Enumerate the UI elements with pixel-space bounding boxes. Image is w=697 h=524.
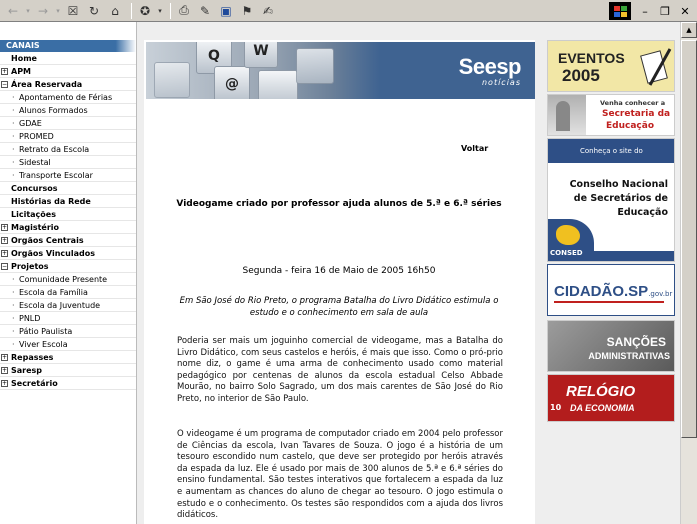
sidebar-item[interactable] (0, 156, 136, 169)
sidebar-item[interactable] (0, 117, 136, 130)
vertical-scrollbar[interactable] (680, 22, 697, 524)
bullet-icon: · (12, 326, 15, 336)
main-content (137, 22, 542, 524)
sidebar-item[interactable] (0, 104, 136, 117)
right-banners (542, 22, 697, 524)
sidebar-item[interactable] (0, 351, 136, 364)
expand-icon: + (2, 67, 8, 75)
sidebar-item[interactable] (0, 247, 136, 260)
sidebar-item-label: Retrato da Escola (19, 144, 90, 154)
bullet-icon: · (12, 157, 15, 167)
sidebar-item[interactable] (0, 312, 136, 325)
eventos-year: 2005 (562, 66, 600, 85)
sidebar-item[interactable] (0, 182, 136, 195)
keyboard-key (154, 62, 190, 98)
sidebar-item-label: Secretário (11, 378, 58, 388)
landmark-photo (548, 95, 586, 136)
cidadao-gov: .gov.br (648, 290, 673, 298)
keyboard-key: Q (196, 42, 232, 74)
sidebar-item[interactable] (0, 169, 136, 182)
sidebar-item[interactable] (0, 208, 136, 221)
home-icon[interactable]: ⌂ (111, 3, 119, 18)
keyboard-key (296, 48, 334, 84)
research-icon[interactable]: ✍ (262, 3, 274, 18)
sidebar-item-label: Sidestal (19, 157, 51, 167)
cidadao-underline (554, 301, 664, 303)
sidebar-item[interactable] (0, 299, 136, 312)
sancoes-text-1: SANÇÕES (606, 335, 666, 349)
scroll-thumb[interactable] (681, 40, 697, 438)
sidebar-item[interactable] (0, 130, 136, 143)
forward-arrow-icon[interactable]: → (37, 3, 49, 18)
bullet-icon: · (12, 131, 15, 141)
sidebar-item[interactable] (0, 273, 136, 286)
sidebar-item[interactable] (0, 260, 136, 273)
relogio-number: 10 (550, 403, 562, 412)
bullet-icon (1, 185, 8, 192)
brazil-map-icon (556, 225, 580, 245)
restore-icon[interactable]: ❐ (660, 4, 670, 18)
refresh-icon[interactable]: ↻ (88, 3, 100, 18)
expand-icon: + (2, 249, 8, 257)
collapse-icon: − (2, 262, 8, 270)
cidadao-main: CIDADÃO (554, 283, 624, 300)
sidebar-item[interactable] (0, 221, 136, 234)
window-controls (609, 0, 697, 22)
back-arrow-icon[interactable]: ← (7, 3, 19, 18)
sidebar-menu (0, 52, 136, 390)
keyboard-key: W (244, 42, 278, 68)
save-icon[interactable]: ▣ (220, 3, 232, 18)
sidebar-item-label: PROMED (19, 131, 54, 141)
sidebar-item[interactable] (0, 325, 136, 338)
bullet-icon: · (12, 274, 15, 284)
eventos-2005-banner[interactable] (547, 40, 675, 92)
conheca-text: Conheça o site do (580, 147, 643, 155)
sidebar-item[interactable] (0, 195, 136, 208)
keyboard-key (258, 70, 298, 99)
messenger-icon[interactable]: ⚑ (241, 3, 253, 18)
favorites-icon[interactable]: ✪ (139, 3, 151, 18)
sidebar-item-label: Repasses (11, 352, 54, 362)
expand-icon: + (2, 366, 8, 374)
sidebar-item-label: Área Reservada (11, 79, 83, 89)
sidebar-item-label: PNLD (19, 313, 41, 323)
sidebar-item[interactable] (0, 78, 136, 91)
browser-toolbar (0, 0, 697, 22)
sancoes-banner[interactable] (547, 320, 675, 372)
sidebar-item-label: Saresp (11, 365, 43, 375)
sidebar-item[interactable] (0, 338, 136, 351)
bullet-icon: · (12, 105, 15, 115)
article (144, 40, 535, 524)
sidebar-item-label: Comunidade Presente (19, 274, 108, 284)
banner-brand: Seesp (458, 54, 521, 79)
print-icon[interactable]: ⎙ (179, 3, 189, 17)
sidebar-item-label: Transporte Escolar (19, 170, 93, 180)
sidebar-item-label: Projetos (11, 261, 49, 271)
relogio-text-1: RELÓGIO (566, 383, 636, 400)
scroll-up-icon[interactable]: ▲ (681, 22, 697, 38)
sancoes-text-2: ADMINISTRATIVAS (588, 351, 670, 361)
sidebar-item[interactable] (0, 234, 136, 247)
minimize-icon[interactable]: – (642, 4, 648, 18)
consed-text-3: Educação (617, 207, 668, 218)
keyboard-key: @ (214, 66, 250, 99)
expand-icon: + (2, 223, 8, 231)
cidadao-sp: .SP (624, 283, 649, 300)
venha-text-1: Venha conhecer a (600, 99, 666, 107)
article-lead: Em São José do Rio Preto, o programa Batalha do Livro Didático estimula o estudo e o conhecimento em sala de aula (179, 296, 499, 318)
sidebar-item[interactable] (0, 286, 136, 299)
sidebar-item[interactable] (0, 65, 136, 78)
edit-icon[interactable]: ✎ (199, 3, 211, 18)
forward-dropdown-icon[interactable]: ▾ (56, 6, 60, 15)
sidebar-item-label: Alunos Formados (19, 105, 88, 115)
sidebar-item-label: Histórias da Rede (11, 196, 91, 206)
sidebar-header: CANAIS (0, 40, 136, 52)
consed-text-2: de Secretários de (573, 193, 668, 204)
consed-banner[interactable] (547, 138, 675, 262)
toolbar-separator (170, 3, 171, 19)
collapse-icon: − (2, 80, 8, 88)
bullet-icon (1, 55, 8, 62)
sidebar-item-label: Orgãos Centrais (11, 235, 84, 245)
eventos-title: EVENTOS (558, 50, 625, 66)
cidadao-sp-banner[interactable] (547, 264, 675, 316)
relogio-text-2: DA ECONOMIA (570, 403, 635, 413)
sidebar-item-label: Home (11, 53, 37, 63)
sidebar-item-label: Viver Escola (19, 339, 68, 349)
sidebar-item[interactable] (0, 364, 136, 377)
expand-icon: + (2, 379, 8, 387)
relogio-economia-banner[interactable] (547, 374, 675, 422)
sidebar-item-label: Apontamento de Férias (19, 92, 113, 102)
sidebar-item[interactable] (0, 377, 136, 390)
venha-text-3: Educação (606, 121, 654, 131)
sidebar-item-label: APM (11, 66, 32, 76)
secretaria-educacao-banner[interactable] (547, 94, 675, 136)
article-paragraph: O videogame é um programa de computador criado em 2004 pelo professor de Ciências da escola, Ivan Tavares de Souza. O jogo é a história de um tesouro escondido num castelo, que deve ser protegido por heróis através da espada da luz. Ele é usado por mais de 300 alunos de 5.ª e 6.ª séries do ensino fundamental. São testes interativos que fortalecem a espada da luz e aumentam as chances do aluno de chegar ao tesouro. O jogo estimula o estudo e o conhecimento. Os testes são respondidos com a ajuda dos livros didáticos. (177, 429, 503, 521)
toolbar-separator (131, 3, 132, 19)
consed-footer-bar (594, 251, 675, 262)
sidebar-item-label: Licitações (11, 209, 56, 219)
bullet-icon (1, 211, 8, 218)
seesp-noticias-banner (146, 42, 535, 99)
bullet-icon: · (12, 300, 15, 310)
bullet-icon (1, 198, 8, 205)
expand-icon: + (2, 236, 8, 244)
sidebar-item-label: Pátio Paulista (19, 326, 73, 336)
cidadao-logo (554, 281, 672, 300)
bullet-icon: · (12, 92, 15, 102)
bullet-icon: · (12, 287, 15, 297)
conheca-bar (548, 139, 675, 163)
expand-icon: + (2, 353, 8, 361)
bullet-icon: · (12, 118, 15, 128)
consed-text-1: Conselho Nacional (569, 179, 668, 190)
banner-subtitle: notícias (481, 78, 521, 87)
sidebar-item-label: Orgãos Vinculados (11, 248, 95, 258)
article-paragraph: Poderia ser mais um joguinho comercial de videogame, mas a Batalha do Livro Didático, com seus castelos e heróis, é mais que isso. Como o pró-prio nome diz, o game é uma arma de conhecimento usado como material pedagógico por centenas de alunos da escola estadual Celso Abbade Mourão, no bairro Solo Sagrado, um dos mais carentes de São José do Rio Preto, no interior de São Paulo. (177, 336, 503, 404)
article-date: Segunda - feira 16 de Maio de 2005 16h50 (242, 266, 436, 276)
sidebar-item-label: Magistério (11, 222, 60, 232)
sidebar-item[interactable] (0, 52, 136, 65)
sidebar (0, 22, 137, 524)
article-title: Videogame criado por professor ajuda alunos de 5.ª e 6.ª séries (176, 199, 502, 209)
bullet-icon: · (12, 144, 15, 154)
windows-logo-icon (609, 2, 631, 20)
bullet-icon: · (12, 313, 15, 323)
back-link[interactable]: Voltar (461, 144, 489, 153)
close-icon[interactable]: ✕ (680, 4, 690, 18)
sidebar-item[interactable] (0, 91, 136, 104)
bullet-icon: · (12, 339, 15, 349)
back-dropdown-icon[interactable]: ▾ (26, 6, 30, 15)
sidebar-item-label: Escola da Família (19, 287, 88, 297)
pen-paper-icon (640, 45, 674, 89)
sidebar-item-label: GDAE (19, 118, 42, 128)
venha-text-2: Secretaria da (602, 109, 671, 119)
sidebar-item-label: Concursos (11, 183, 58, 193)
sidebar-item-label: Escola da Juventude (19, 300, 101, 310)
sidebar-item[interactable] (0, 143, 136, 156)
favorites-dropdown-icon[interactable]: ▾ (158, 6, 162, 15)
consed-logo-text: CONSED (550, 249, 583, 257)
stop-icon[interactable]: ☒ (67, 3, 79, 18)
bullet-icon: · (12, 170, 15, 180)
